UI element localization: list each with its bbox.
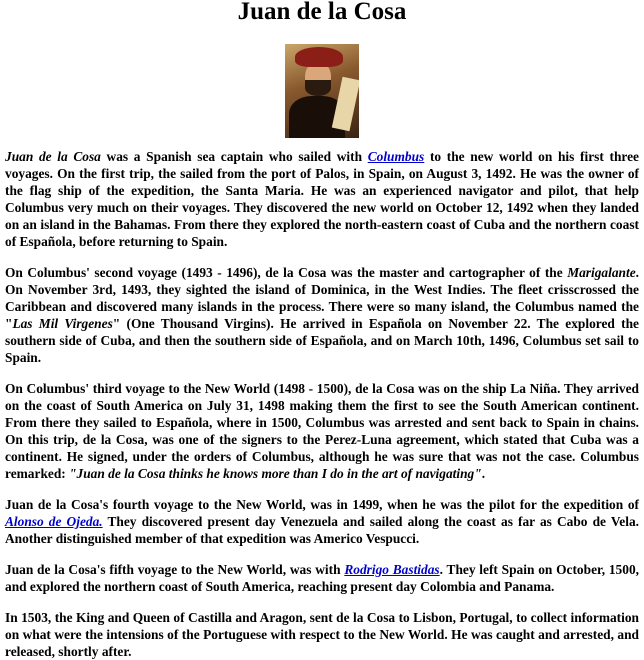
name-emphasis: Juan de la Cosa	[5, 149, 101, 164]
alonso-de-ojeda-link[interactable]: Alonso de Ojeda.	[5, 514, 103, 529]
ship-name: Marigalante	[567, 265, 636, 280]
text: On Columbus' second voyage (1493 - 1496), de la Cosa was the master and cartographer of the	[5, 265, 568, 280]
text: Juan de la Cosa's fifth voyage to the New World, was with	[5, 562, 345, 577]
paragraph-lisbon-mission	[5, 609, 639, 660]
text: was a Spanish sea captain who sailed with	[100, 149, 368, 164]
text: Juan de la Cosa's fourth voyage to the New World, was in 1499, when he was the pilot for the expedition of	[5, 497, 639, 512]
columbus-quote: "Juan de la Cosa thinks he knows more than I do in the art of navigating"	[69, 466, 482, 481]
columbus-link[interactable]: Columbus	[367, 149, 425, 164]
rodrigo-bastidas-link[interactable]: Rodrigo Bastidas	[344, 562, 440, 577]
paragraph-third-voyage	[5, 380, 639, 482]
text: On Columbus' third voyage to the New World (1498 - 1500), de la Cosa was on the ship La Niña. They arrived on the coast of South America on July 31, 1498 making them the first to see the South American continent. From there they sailed to Española, where in 1500, Columbus was arrested and sent back to Spain in chains. On this trip, de la Cosa, was one of the signers to the Perez-Luna agreement, which stated that Cuba was a continent. He signed, under the orders of Columbus, although he was sure that was not the case. Columbus remarked:	[5, 381, 639, 481]
paragraph-fourth-voyage	[5, 496, 639, 547]
paragraph-fifth-voyage	[5, 561, 639, 595]
juan-de-la-cosa-portrait-icon	[285, 44, 359, 138]
text: to the new world on his first three voyages. On the first trip, the sailed from the port of Palos, in Spain, on August 3, 1492. He was the owner of the flag ship of the expedition, the Santa Maria. He was an experienced navigator and pilot, that help Columbus very much on their voyages. They discovered the new world on October 12, 1492 when they landed on an island in the Bahamas. From there they explored the north-eastern coast of Cuba and the northern coast of Española, before returning to Spain.	[5, 149, 639, 249]
text: . On November 3rd, 1493, they sighted the island of Dominica, in the West Indies. The fleet crisscrossed the Caribbean and discovered many islands in the process. There were so many island, the Columbus named the "	[5, 265, 639, 331]
text: " (One Thousand Virgins). He arrived in Española on November 22. The explored the southern side of Cuba, and then the southern side of Española, and on March 10th, 1496, Columbus set sail to Spain.	[5, 316, 639, 365]
text: . They left Spain on October, 1500, and explored the northern coast of South America, reaching present day Colombia and Panama.	[5, 562, 639, 594]
text: .	[481, 466, 486, 481]
portrait-container	[5, 44, 639, 142]
islands-name: Las Mil Virgenes	[12, 316, 113, 331]
page-title: Juan de la Cosa	[237, 0, 407, 25]
text: They discovered present day Venezuela and sailed along the coast as far as Cabo de Vela. Another distinguished member of that expedition was Americo Vespucci.	[5, 514, 639, 546]
paragraph-second-voyage	[5, 264, 639, 366]
text: In 1503, the King and Queen of Castilla and Aragon, sent de la Cosa to Lisbon, Portugal, to collect information on what were the intensions of the Portuguese with respect to the New World. He was caught and arrested, and released, shortly after.	[5, 610, 639, 659]
paragraph-first-voyage	[5, 148, 639, 250]
